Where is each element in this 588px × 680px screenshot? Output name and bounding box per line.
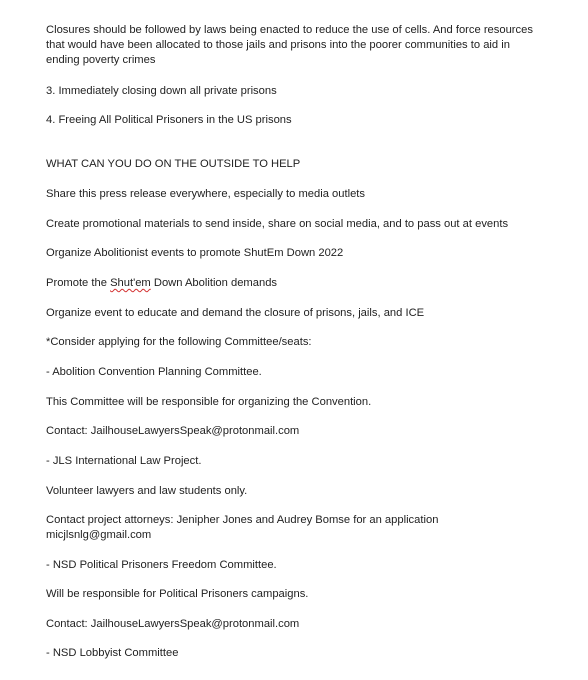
action-promote <box>46 276 546 291</box>
committee-nsd-freedom: - NSD Political Prisoners Freedom Committee. <box>46 559 277 571</box>
committee-convention: - Abolition Convention Planning Committee. <box>46 366 262 378</box>
committee-jls: - JLS International Law Project. <box>46 455 202 467</box>
action-share: Share this press release everywhere, especially to media outlets <box>46 188 366 200</box>
convention-description: This Committee will be responsible for organizing the Convention. <box>46 396 372 408</box>
consider-applying: *Consider applying for the following Committee/seats: <box>46 336 312 348</box>
action-organize: Organize Abolitionist events to promote ShutEm Down 2022 <box>46 247 344 259</box>
action-educate: Organize event to educate and demand the closure of prisons, jails, and ICE <box>46 307 425 319</box>
demand-4: 4. Freeing All Political Prisoners in the US prisons <box>46 114 292 126</box>
spellcheck-word[interactable]: Shut'em <box>110 277 151 289</box>
jls-description: Volunteer lawyers and law students only. <box>46 485 248 497</box>
committee-nsd-lobbyist: - NSD Lobbyist Committee <box>46 647 179 659</box>
section-heading: WHAT CAN YOU DO ON THE OUTSIDE TO HELP <box>46 158 301 170</box>
action-create: Create promotional materials to send inside, share on social media, and to pass out at events <box>46 218 509 230</box>
nsd-freedom-description: Will be responsible for Political Prisoners campaigns. <box>46 588 309 600</box>
jls-contact-email: micjlsnlg@gmail.com <box>46 529 152 541</box>
promote-suffix: Down Abolition demands <box>150 277 278 289</box>
contact-email-1: Contact: JailhouseLawyersSpeak@protonmail.com <box>46 425 300 437</box>
demand-3: 3. Immediately closing down all private prisons <box>46 85 277 97</box>
jls-contact-line1: Contact project attorneys: Jenipher Jones and Audrey Bomse for an application <box>46 514 439 526</box>
intro-paragraph: Closures should be followed by laws being enacted to reduce the use of cells. And force resources that would have been allocated to those jails and prisons into the poorer communities to aid in ending poverty crimes <box>46 24 533 66</box>
promote-prefix: Promote the <box>46 277 111 289</box>
contact-email-2: Contact: JailhouseLawyersSpeak@protonmail.com <box>46 618 300 630</box>
